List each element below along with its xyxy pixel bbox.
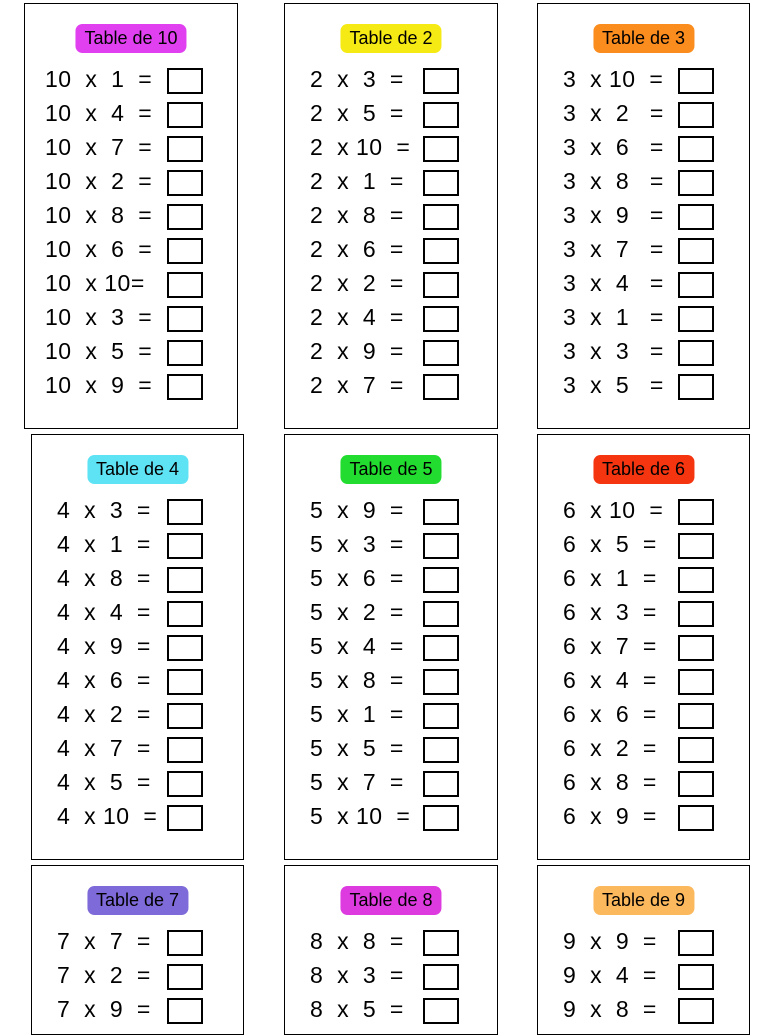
table-card bbox=[284, 3, 498, 429]
equation-text: 10 x 6 = bbox=[45, 236, 153, 262]
equation-row bbox=[285, 495, 497, 529]
answer-box[interactable] bbox=[423, 567, 459, 593]
equation-row bbox=[538, 495, 749, 529]
answer-box[interactable] bbox=[678, 771, 714, 797]
equation-text: 6 x 4 = bbox=[563, 667, 657, 693]
answer-box[interactable] bbox=[167, 374, 203, 400]
equation-row bbox=[285, 64, 497, 98]
answer-box[interactable] bbox=[678, 533, 714, 559]
answer-box[interactable] bbox=[423, 737, 459, 763]
answer-box[interactable] bbox=[423, 930, 459, 956]
equation-row bbox=[25, 98, 237, 132]
equation-row bbox=[538, 665, 749, 699]
equation-row bbox=[32, 665, 243, 699]
answer-box[interactable] bbox=[678, 272, 714, 298]
answer-box[interactable] bbox=[678, 204, 714, 230]
equation-row bbox=[285, 370, 497, 404]
table-title-badge: Table de 3 bbox=[593, 24, 694, 53]
answer-box[interactable] bbox=[167, 102, 203, 128]
equation-row bbox=[285, 234, 497, 268]
equation-row bbox=[285, 302, 497, 336]
equation-row bbox=[538, 994, 749, 1028]
answer-box[interactable] bbox=[423, 998, 459, 1024]
answer-box[interactable] bbox=[678, 635, 714, 661]
equation-text: 6 x 8 = bbox=[563, 769, 657, 795]
equation-text: 10 x 8 = bbox=[45, 202, 153, 228]
equation-text: 4 x 7 = bbox=[57, 735, 151, 761]
equation-text: 7 x 2 = bbox=[57, 962, 151, 988]
equation-text: 7 x 7 = bbox=[57, 928, 151, 954]
equation-row bbox=[32, 733, 243, 767]
equation-list bbox=[32, 495, 243, 835]
answer-box[interactable] bbox=[167, 340, 203, 366]
equation-list bbox=[538, 64, 749, 404]
equation-row bbox=[32, 563, 243, 597]
equation-row bbox=[25, 302, 237, 336]
equation-text: 5 x 7 = bbox=[310, 769, 404, 795]
equation-row bbox=[32, 767, 243, 801]
equation-row bbox=[538, 200, 749, 234]
equation-text: 8 x 8 = bbox=[310, 928, 404, 954]
answer-box[interactable] bbox=[678, 703, 714, 729]
table-card bbox=[284, 865, 498, 1035]
equation-text: 2 x 8 = bbox=[310, 202, 404, 228]
equation-row bbox=[538, 699, 749, 733]
equation-text: 4 x 10 = bbox=[57, 803, 158, 829]
equation-row bbox=[25, 64, 237, 98]
equation-text: 5 x 5 = bbox=[310, 735, 404, 761]
answer-box[interactable] bbox=[678, 601, 714, 627]
answer-box[interactable] bbox=[423, 272, 459, 298]
equation-text: 8 x 5 = bbox=[310, 996, 404, 1022]
answer-box[interactable] bbox=[167, 703, 203, 729]
equation-row bbox=[538, 370, 749, 404]
equation-text: 6 x 7 = bbox=[563, 633, 657, 659]
equation-text: 8 x 3 = bbox=[310, 962, 404, 988]
answer-box[interactable] bbox=[678, 737, 714, 763]
equation-text: 7 x 9 = bbox=[57, 996, 151, 1022]
equation-row bbox=[538, 801, 749, 835]
answer-box[interactable] bbox=[423, 136, 459, 162]
equation-text: 5 x 2 = bbox=[310, 599, 404, 625]
equation-row bbox=[285, 699, 497, 733]
equation-row bbox=[538, 529, 749, 563]
answer-box[interactable] bbox=[167, 964, 203, 990]
equation-text: 2 x 1 = bbox=[310, 168, 404, 194]
answer-box[interactable] bbox=[423, 238, 459, 264]
equation-row bbox=[25, 370, 237, 404]
equation-list bbox=[32, 926, 243, 1028]
equation-row bbox=[285, 926, 497, 960]
answer-box[interactable] bbox=[678, 68, 714, 94]
table-card bbox=[537, 3, 750, 429]
equation-list bbox=[25, 64, 237, 404]
equation-row bbox=[25, 132, 237, 166]
table-card bbox=[24, 3, 238, 429]
table-title-badge: Table de 5 bbox=[340, 455, 441, 484]
answer-box[interactable] bbox=[678, 805, 714, 831]
equation-row bbox=[538, 132, 749, 166]
equation-text: 6 x 5 = bbox=[563, 531, 657, 557]
equation-text: 3 x 10 = bbox=[563, 66, 664, 92]
equation-row bbox=[32, 994, 243, 1028]
equation-row bbox=[538, 563, 749, 597]
answer-box[interactable] bbox=[423, 102, 459, 128]
answer-box[interactable] bbox=[167, 170, 203, 196]
table-card bbox=[537, 865, 750, 1035]
answer-box[interactable] bbox=[423, 601, 459, 627]
equation-row bbox=[285, 166, 497, 200]
answer-box[interactable] bbox=[167, 737, 203, 763]
answer-box[interactable] bbox=[678, 998, 714, 1024]
equation-row bbox=[32, 801, 243, 835]
equation-row bbox=[285, 563, 497, 597]
equation-text: 2 x 9 = bbox=[310, 338, 404, 364]
table-title-badge: Table de 6 bbox=[593, 455, 694, 484]
equation-text: 4 x 1 = bbox=[57, 531, 151, 557]
equation-row bbox=[32, 631, 243, 665]
answer-box[interactable] bbox=[678, 669, 714, 695]
equation-row bbox=[538, 926, 749, 960]
equation-text: 10 x 3 = bbox=[45, 304, 153, 330]
answer-box[interactable] bbox=[678, 567, 714, 593]
answer-box[interactable] bbox=[167, 499, 203, 525]
equation-list bbox=[538, 495, 749, 835]
answer-box[interactable] bbox=[167, 669, 203, 695]
equation-text: 3 x 1 = bbox=[563, 304, 664, 330]
equation-list bbox=[285, 64, 497, 404]
equation-text: 10 x 10= bbox=[45, 270, 145, 296]
equation-row bbox=[285, 336, 497, 370]
equation-text: 4 x 3 = bbox=[57, 497, 151, 523]
equation-text: 5 x 1 = bbox=[310, 701, 404, 727]
equation-text: 2 x 3 = bbox=[310, 66, 404, 92]
answer-box[interactable] bbox=[167, 533, 203, 559]
equation-row bbox=[32, 699, 243, 733]
equation-text: 2 x 10 = bbox=[310, 134, 411, 160]
equation-row bbox=[285, 801, 497, 835]
equation-text: 3 x 8 = bbox=[563, 168, 664, 194]
equation-row bbox=[285, 665, 497, 699]
answer-box[interactable] bbox=[678, 170, 714, 196]
answer-box[interactable] bbox=[167, 601, 203, 627]
equation-text: 6 x 9 = bbox=[563, 803, 657, 829]
equation-text: 5 x 3 = bbox=[310, 531, 404, 557]
equation-text: 3 x 2 = bbox=[563, 100, 664, 126]
equation-text: 3 x 3 = bbox=[563, 338, 664, 364]
equation-row bbox=[538, 98, 749, 132]
equation-row bbox=[538, 64, 749, 98]
equation-row bbox=[25, 268, 237, 302]
table-title-badge: Table de 9 bbox=[593, 886, 694, 915]
equation-text: 3 x 4 = bbox=[563, 270, 664, 296]
answer-box[interactable] bbox=[423, 499, 459, 525]
equation-list bbox=[538, 926, 749, 1028]
equation-row bbox=[538, 767, 749, 801]
equation-text: 6 x 3 = bbox=[563, 599, 657, 625]
answer-box[interactable] bbox=[423, 771, 459, 797]
equation-text: 6 x 6 = bbox=[563, 701, 657, 727]
equation-row bbox=[285, 994, 497, 1028]
equation-text: 2 x 4 = bbox=[310, 304, 404, 330]
table-card bbox=[537, 434, 750, 860]
answer-box[interactable] bbox=[423, 340, 459, 366]
answer-box[interactable] bbox=[167, 204, 203, 230]
equation-row bbox=[538, 234, 749, 268]
equation-text: 4 x 2 = bbox=[57, 701, 151, 727]
equation-text: 2 x 7 = bbox=[310, 372, 404, 398]
equation-row bbox=[285, 200, 497, 234]
equation-text: 2 x 6 = bbox=[310, 236, 404, 262]
answer-box[interactable] bbox=[678, 136, 714, 162]
equation-row bbox=[25, 336, 237, 370]
equation-text: 3 x 5 = bbox=[563, 372, 664, 398]
equation-row bbox=[285, 529, 497, 563]
table-title-badge: Table de 7 bbox=[87, 886, 188, 915]
equation-row bbox=[32, 926, 243, 960]
equation-row bbox=[25, 234, 237, 268]
answer-box[interactable] bbox=[167, 635, 203, 661]
answer-box[interactable] bbox=[167, 771, 203, 797]
equation-row bbox=[538, 631, 749, 665]
equation-row bbox=[25, 200, 237, 234]
answer-box[interactable] bbox=[423, 374, 459, 400]
equation-row bbox=[285, 268, 497, 302]
equation-row bbox=[32, 529, 243, 563]
equation-row bbox=[538, 268, 749, 302]
equation-row bbox=[285, 597, 497, 631]
table-card bbox=[31, 434, 244, 860]
answer-box[interactable] bbox=[423, 964, 459, 990]
answer-box[interactable] bbox=[167, 930, 203, 956]
answer-box[interactable] bbox=[167, 136, 203, 162]
equation-text: 9 x 8 = bbox=[563, 996, 657, 1022]
equation-row bbox=[538, 733, 749, 767]
table-title-badge: Table de 2 bbox=[340, 24, 441, 53]
equation-row bbox=[32, 495, 243, 529]
equation-text: 2 x 5 = bbox=[310, 100, 404, 126]
equation-row bbox=[32, 597, 243, 631]
answer-box[interactable] bbox=[167, 998, 203, 1024]
answer-box[interactable] bbox=[678, 374, 714, 400]
equation-text: 4 x 9 = bbox=[57, 633, 151, 659]
equation-text: 4 x 4 = bbox=[57, 599, 151, 625]
answer-box[interactable] bbox=[678, 499, 714, 525]
answer-box[interactable] bbox=[423, 635, 459, 661]
equation-text: 5 x 6 = bbox=[310, 565, 404, 591]
equation-text: 3 x 7 = bbox=[563, 236, 664, 262]
equation-text: 2 x 2 = bbox=[310, 270, 404, 296]
answer-box[interactable] bbox=[423, 533, 459, 559]
equation-text: 5 x 9 = bbox=[310, 497, 404, 523]
table-card bbox=[31, 865, 244, 1035]
equation-text: 10 x 2 = bbox=[45, 168, 153, 194]
equation-text: 10 x 9 = bbox=[45, 372, 153, 398]
equation-row bbox=[32, 960, 243, 994]
equation-row bbox=[285, 767, 497, 801]
answer-box[interactable] bbox=[423, 204, 459, 230]
answer-box[interactable] bbox=[167, 68, 203, 94]
equation-row bbox=[285, 132, 497, 166]
answer-box[interactable] bbox=[167, 306, 203, 332]
equation-text: 3 x 9 = bbox=[563, 202, 664, 228]
equation-text: 10 x 5 = bbox=[45, 338, 153, 364]
table-title-badge: Table de 4 bbox=[87, 455, 188, 484]
equation-text: 6 x 10 = bbox=[563, 497, 664, 523]
answer-box[interactable] bbox=[678, 340, 714, 366]
equation-row bbox=[285, 98, 497, 132]
answer-box[interactable] bbox=[167, 238, 203, 264]
equation-text: 6 x 2 = bbox=[563, 735, 657, 761]
equation-text: 4 x 6 = bbox=[57, 667, 151, 693]
equation-row bbox=[538, 336, 749, 370]
equation-row bbox=[25, 166, 237, 200]
answer-box[interactable] bbox=[678, 102, 714, 128]
answer-box[interactable] bbox=[423, 306, 459, 332]
equation-list bbox=[285, 495, 497, 835]
equation-text: 4 x 5 = bbox=[57, 769, 151, 795]
equation-row bbox=[538, 166, 749, 200]
equation-text: 10 x 1 = bbox=[45, 66, 153, 92]
answer-box[interactable] bbox=[678, 238, 714, 264]
table-title-badge: Table de 10 bbox=[75, 24, 186, 53]
equation-text: 3 x 6 = bbox=[563, 134, 664, 160]
answer-box[interactable] bbox=[678, 964, 714, 990]
equation-row bbox=[285, 631, 497, 665]
equation-row bbox=[285, 960, 497, 994]
answer-box[interactable] bbox=[423, 703, 459, 729]
answer-box[interactable] bbox=[423, 805, 459, 831]
answer-box[interactable] bbox=[423, 170, 459, 196]
equation-text: 5 x 8 = bbox=[310, 667, 404, 693]
equation-row bbox=[285, 733, 497, 767]
answer-box[interactable] bbox=[678, 306, 714, 332]
answer-box[interactable] bbox=[678, 930, 714, 956]
equation-row bbox=[538, 960, 749, 994]
table-card bbox=[284, 434, 498, 860]
answer-box[interactable] bbox=[167, 567, 203, 593]
answer-box[interactable] bbox=[167, 272, 203, 298]
equation-text: 5 x 4 = bbox=[310, 633, 404, 659]
equation-text: 9 x 4 = bbox=[563, 962, 657, 988]
equation-list bbox=[285, 926, 497, 1028]
equation-text: 4 x 8 = bbox=[57, 565, 151, 591]
equation-text: 9 x 9 = bbox=[563, 928, 657, 954]
equation-text: 10 x 4 = bbox=[45, 100, 153, 126]
equation-row bbox=[538, 302, 749, 336]
answer-box[interactable] bbox=[423, 669, 459, 695]
equation-row bbox=[538, 597, 749, 631]
equation-text: 5 x 10 = bbox=[310, 803, 411, 829]
equation-text: 10 x 7 = bbox=[45, 134, 153, 160]
equation-text: 6 x 1 = bbox=[563, 565, 657, 591]
answer-box[interactable] bbox=[423, 68, 459, 94]
table-title-badge: Table de 8 bbox=[340, 886, 441, 915]
answer-box[interactable] bbox=[167, 805, 203, 831]
